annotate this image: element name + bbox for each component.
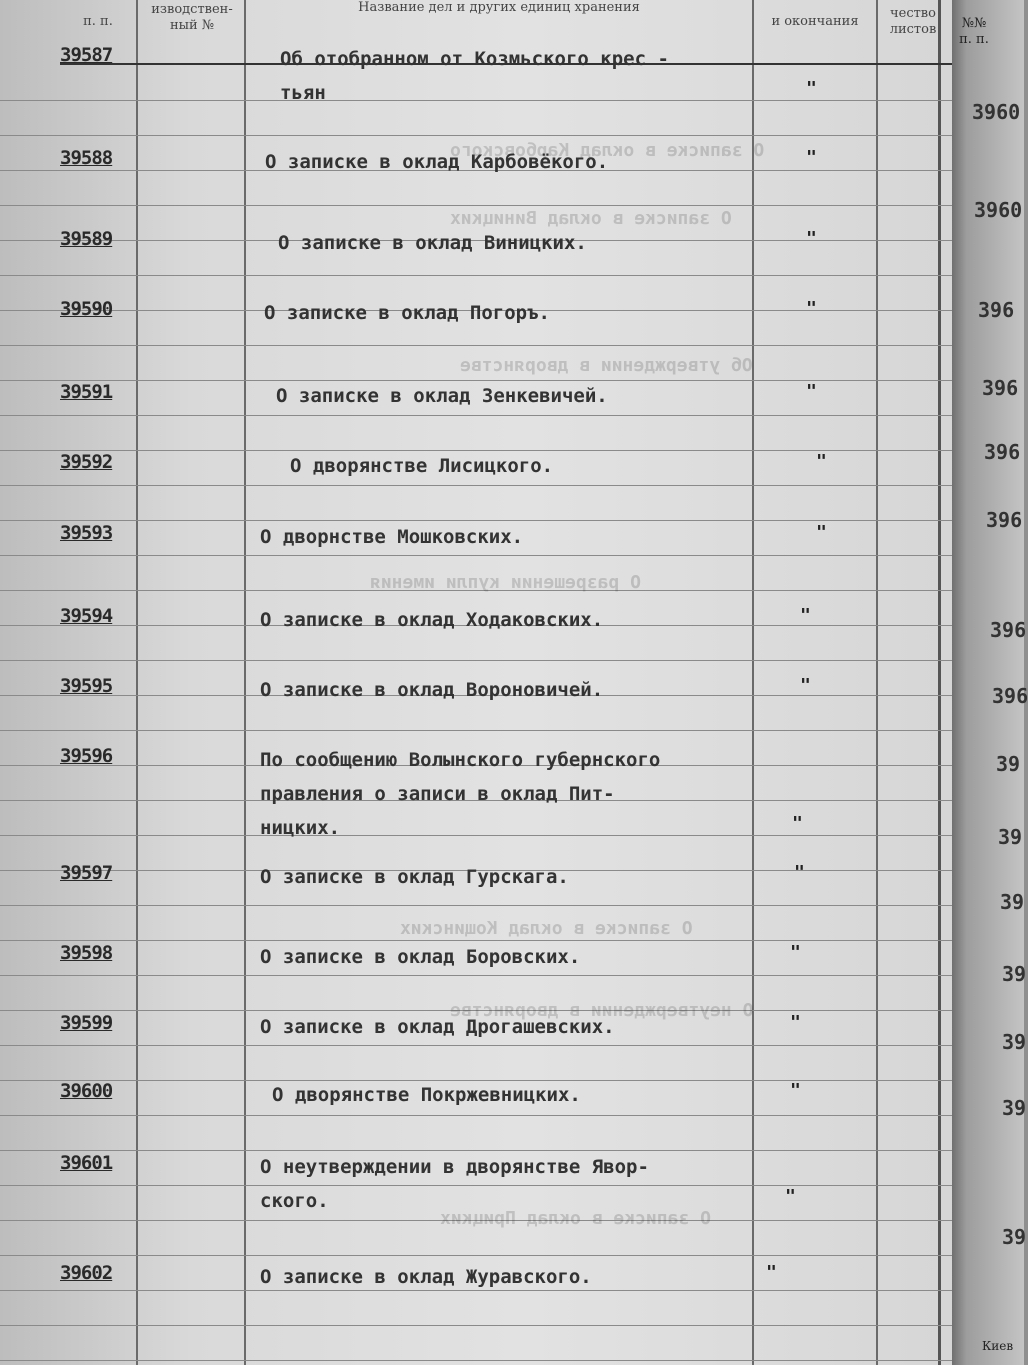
bleed-through: О записке в оклад Виницких [450, 208, 732, 229]
bleed-through: О записке в оклад Прицких [440, 1208, 711, 1229]
ruled-line [0, 905, 952, 906]
record-title: О записке в оклад Журавского. [260, 1266, 592, 1288]
bleed-through: О разрешении купли имения [370, 572, 641, 593]
ditto-mark: " [766, 1262, 777, 1283]
adjacent-record-number: 39 [1000, 890, 1025, 914]
record-number: 39600 [60, 1080, 113, 1102]
record-number: 39598 [60, 942, 113, 964]
adjacent-record-number: 396 [990, 618, 1027, 642]
ditto-mark: " [790, 942, 801, 963]
ruled-line [0, 345, 952, 346]
record-title: О дворнстве Мошковских. [260, 526, 524, 548]
adjacent-record-number: 39 [998, 825, 1023, 849]
ruled-line [0, 1045, 952, 1046]
bleed-through: Об утверждении в дворянстве [460, 355, 753, 376]
ruled-line [0, 1255, 952, 1256]
record-number: 39599 [60, 1012, 113, 1034]
ruled-line [0, 205, 952, 206]
record-title: О дворянстве Покржевницких. [272, 1084, 581, 1106]
ruled-line [0, 975, 952, 976]
ditto-mark: " [806, 78, 817, 99]
ruled-line [0, 555, 952, 556]
ditto-mark: " [800, 605, 811, 626]
record-number: 39596 [60, 745, 113, 767]
record-title: О записке в оклад Погоръ. [264, 302, 550, 324]
record-number: 39601 [60, 1152, 113, 1174]
record-number: 39593 [60, 522, 113, 544]
record-number: 39597 [60, 862, 113, 884]
ditto-mark: " [806, 298, 817, 319]
footer-city: Киев [982, 1339, 1014, 1353]
record-title: О записке в оклад Зенкевичей. [276, 385, 608, 407]
record-number: 39588 [60, 147, 113, 169]
record-number: 39589 [60, 228, 113, 250]
record-number: 39587 [60, 44, 113, 66]
adjacent-record-number: 396 [992, 684, 1028, 708]
record-title: О записке в оклад Вороновичей. [260, 679, 604, 701]
record-title: О неутверждении в дворянстве Явор- ского. [260, 1156, 649, 1212]
adjacent-record-number: 3960 [972, 100, 1021, 124]
record-number: 39592 [60, 451, 113, 473]
record-number: 39594 [60, 605, 113, 627]
ditto-mark: " [806, 381, 817, 402]
header-production-num: изводствен- ный № [151, 2, 233, 33]
header-title: Название дел и других единиц хранения [358, 0, 640, 15]
ruled-line [0, 1115, 952, 1116]
ruled-line [0, 275, 952, 276]
adjacent-record-number: 396 [986, 508, 1023, 532]
ditto-mark: " [785, 1186, 796, 1207]
adjacent-record-number: 39 [1002, 1096, 1027, 1120]
ruled-line [0, 1325, 952, 1326]
record-title: О записке в оклад Боровских. [260, 946, 581, 968]
adjacent-record-number: 3960 [974, 198, 1023, 222]
adjacent-record-number: 39 [1002, 962, 1027, 986]
ruled-line [0, 1360, 952, 1361]
adjacent-record-number: 396 [978, 298, 1015, 322]
record-title: О записке в оклад Гурскага. [260, 866, 569, 888]
adjacent-record-number: 39 [996, 752, 1021, 776]
ruled-line [0, 660, 952, 661]
header-dates: и окончания [771, 14, 859, 29]
ditto-mark: " [816, 522, 827, 543]
record-number: 39602 [60, 1262, 113, 1284]
record-title: По сообщению Волынского губернского правления о записи в оклад Пит- ницких. [260, 749, 661, 839]
record-title: О записке в оклад Ходаковских. [260, 609, 604, 631]
bleed-through: О неутверждении в дворянстве [450, 1000, 754, 1021]
ditto-mark: " [790, 1012, 801, 1033]
ditto-mark: " [806, 228, 817, 249]
ditto-mark: " [800, 675, 811, 696]
ditto-mark: " [816, 451, 827, 472]
ditto-mark: " [794, 862, 805, 883]
adjacent-page [952, 0, 1028, 1365]
bleed-through: О записке в оклад Кощинских [400, 918, 693, 939]
header-num: п. п. [83, 14, 113, 29]
record-number: 39595 [60, 675, 113, 697]
ruled-line [0, 135, 952, 136]
record-title: Об отобранном от Козмьского крес - тьян [280, 48, 669, 104]
ditto-mark: " [790, 1080, 801, 1101]
record-number: 39590 [60, 298, 113, 320]
ruled-line [0, 415, 952, 416]
record-number: 39591 [60, 381, 113, 403]
ruled-line [0, 730, 952, 731]
header-sheets: чество листов [889, 6, 937, 37]
ruled-line [0, 485, 952, 486]
adjacent-record-number: 39 [1002, 1225, 1027, 1249]
record-title: О записке в оклад Дрогашевских. [260, 1016, 615, 1038]
bleed-through: О записке в оклад Карбовского [450, 140, 765, 161]
adjacent-record-number: 39 [1002, 1030, 1027, 1054]
adjacent-record-number: 396 [984, 440, 1021, 464]
record-title: О дворянстве Лисицкого. [290, 455, 554, 477]
ditto-mark: " [806, 147, 817, 168]
next-header-num: №№ п. п. [959, 16, 989, 47]
adjacent-record-number: 396 [982, 376, 1019, 400]
record-title: О записке в оклад Виницких. [278, 232, 587, 254]
record-title: О записке в оклад Карбовёкого. [265, 151, 609, 173]
ditto-mark: " [792, 813, 803, 834]
